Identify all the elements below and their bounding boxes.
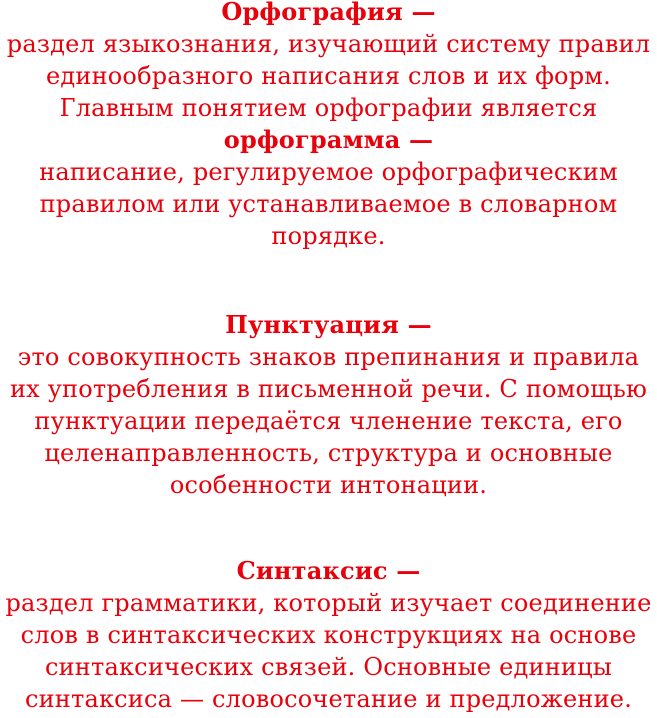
definition-line: их употребления в письменной речи. С помощью bbox=[9, 375, 648, 403]
definition-line: целенаправленность, структура и основные bbox=[44, 439, 613, 467]
definition-line: правилом или устанавливаемое в словарном bbox=[39, 190, 618, 218]
definition-line: синтаксических связей. Основные единицы bbox=[44, 653, 613, 681]
definition-line: слов в синтаксических конструкциях на основе bbox=[20, 621, 637, 649]
definition-line: раздел грамматики, который изучает соединение bbox=[5, 589, 652, 617]
definition-line: это совокупность знаков препинания и правила bbox=[17, 343, 640, 371]
term-orthogram: орфограмма — bbox=[223, 125, 434, 154]
section-punctuation bbox=[0, 309, 657, 501]
definition-line: написание, регулируемое орфографическим bbox=[39, 158, 618, 186]
section-syntax bbox=[0, 555, 657, 715]
term-punctuation: Пунктуация — bbox=[225, 310, 432, 339]
term-orthography: Орфография — bbox=[221, 0, 436, 26]
definition-line: пунктуации передаётся членение текста, его bbox=[34, 407, 623, 435]
section-orthography bbox=[0, 0, 657, 252]
definition-line: синтаксиса — словосочетание и предложение. bbox=[24, 685, 633, 713]
definition-line: порядке. bbox=[271, 222, 386, 250]
term-syntax: Синтаксис — bbox=[236, 556, 421, 585]
definition-line: раздел языкознания, изучающий систему правил bbox=[6, 30, 651, 58]
definition-line: Главным понятием орфографии является bbox=[59, 94, 598, 122]
definition-line: особенности интонации. bbox=[169, 471, 488, 499]
definition-line: единообразного написания слов и их форм. bbox=[46, 62, 611, 90]
